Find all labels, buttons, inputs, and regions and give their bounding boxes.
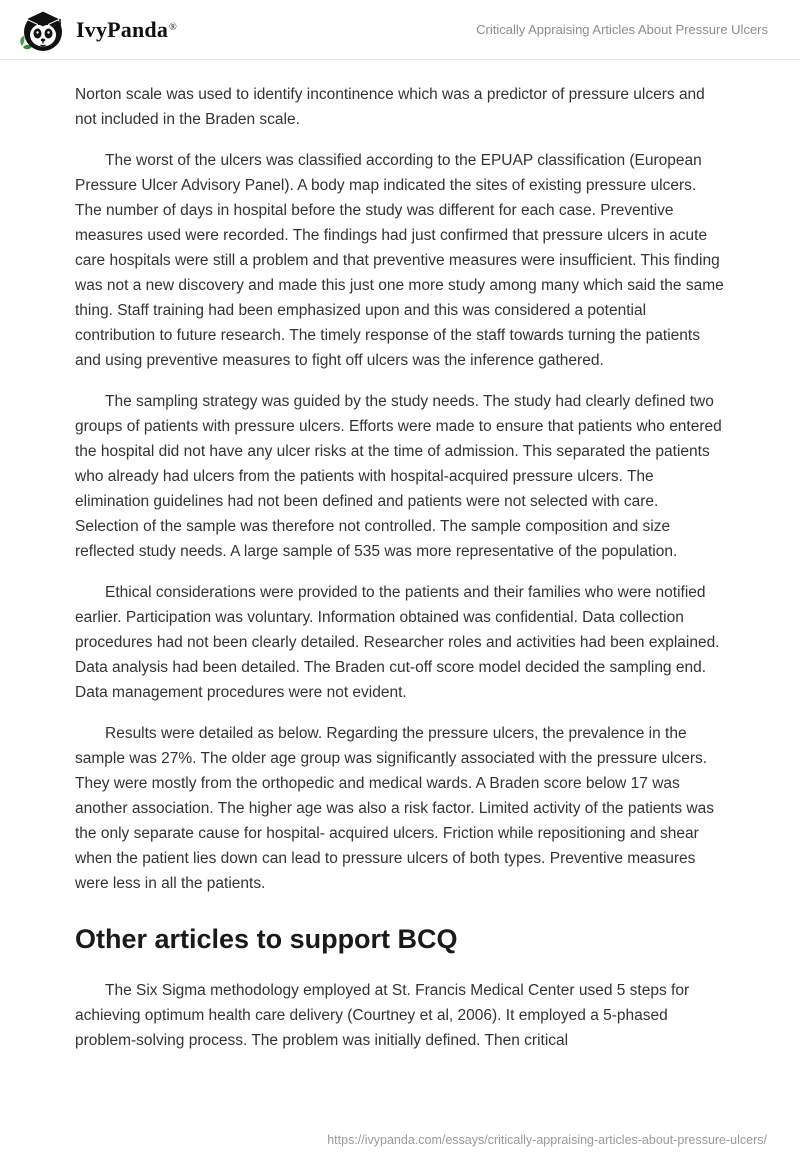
ivypanda-logo-icon (16, 6, 66, 54)
paragraph: Results were detailed as below. Regarding the pressure ulcers, the prevalence in the sample was 27%. The older age group was significantly associated with the pressure ulcers. They were mostly from the orthopedic and medical wards. A Braden score below 17 was another association. The higher age was also a risk factor. Limited activity of the patients was the only separate cause for hospital- acquired ulcers. Friction while repositioning and shear when the patient lies down can lead to pressure ulcers of both types. Preventive measures were less in all the patients. (75, 725, 714, 892)
brand-name (76, 17, 177, 43)
brand[interactable] (16, 6, 177, 54)
page-header (0, 0, 800, 60)
footer-url: https://ivypanda.com/essays/critically-appraising-articles-about-pressure-ulcers/ (327, 1133, 767, 1147)
paragraph: The worst of the ulcers was classified according to the EPUAP classification (European Pressure Ulcer Advisory Panel). A body map indicated the sites of existing pressure ulcers. The number of days in hospital before the study was different for each case. Preventive measures used were recorded. The findings had just confirmed that pressure ulcers in acute care hospitals were still a problem and that preventive measures were insufficient. This finding was not a new discovery and made this just one more study among many which said the same thing. Staff training had been emphasized upon and this was considered a potential contribution to future research. The timely response of the staff towards turning the patients and using preventive measures to fight off ulcers was the inference gathered. (75, 152, 724, 369)
document-title: Critically Appraising Articles About Pressure Ulcers (476, 22, 768, 37)
section-heading: Other articles to support BCQ (75, 924, 458, 954)
registered-mark: ® (169, 22, 177, 34)
paragraph: The sampling strategy was guided by the study needs. The study had clearly defined two groups of patients with pressure ulcers. Efforts were made to ensure that patients who entered the hospital did not have any ulcer risks at the time of admission. This separated the patients who already had ulcers from the patients with hospital-acquired pressure ulcers. The elimination guidelines had not been defined and patients were not selected with care. Selection of the sample was therefore not controlled. The sample composition and size reflected study needs. A large sample of 535 was more representative of the population. (75, 393, 722, 560)
essay-body (0, 60, 800, 1053)
paragraph: Norton scale was used to identify incontinence which was a predictor of pressure ulcers and not included in the Braden scale. (75, 86, 705, 128)
paragraph: The Six Sigma methodology employed at St. Francis Medical Center used 5 steps for achieving optimum health care delivery (Courtney et al, 2006). It employed a 5-phased problem-solving process. The problem was initially defined. Then critical (75, 982, 690, 1049)
paragraph: Ethical considerations were provided to the patients and their families who were notified earlier. Participation was voluntary. Information obtained was confidential. Data collection procedures had not been clearly detailed. Researcher roles and activities had been explained. Data analysis had been detailed. The Braden cut-off score model decided the sampling end. Data management procedures were not evident. (75, 584, 720, 701)
brand-text: IvyPanda (76, 16, 169, 42)
